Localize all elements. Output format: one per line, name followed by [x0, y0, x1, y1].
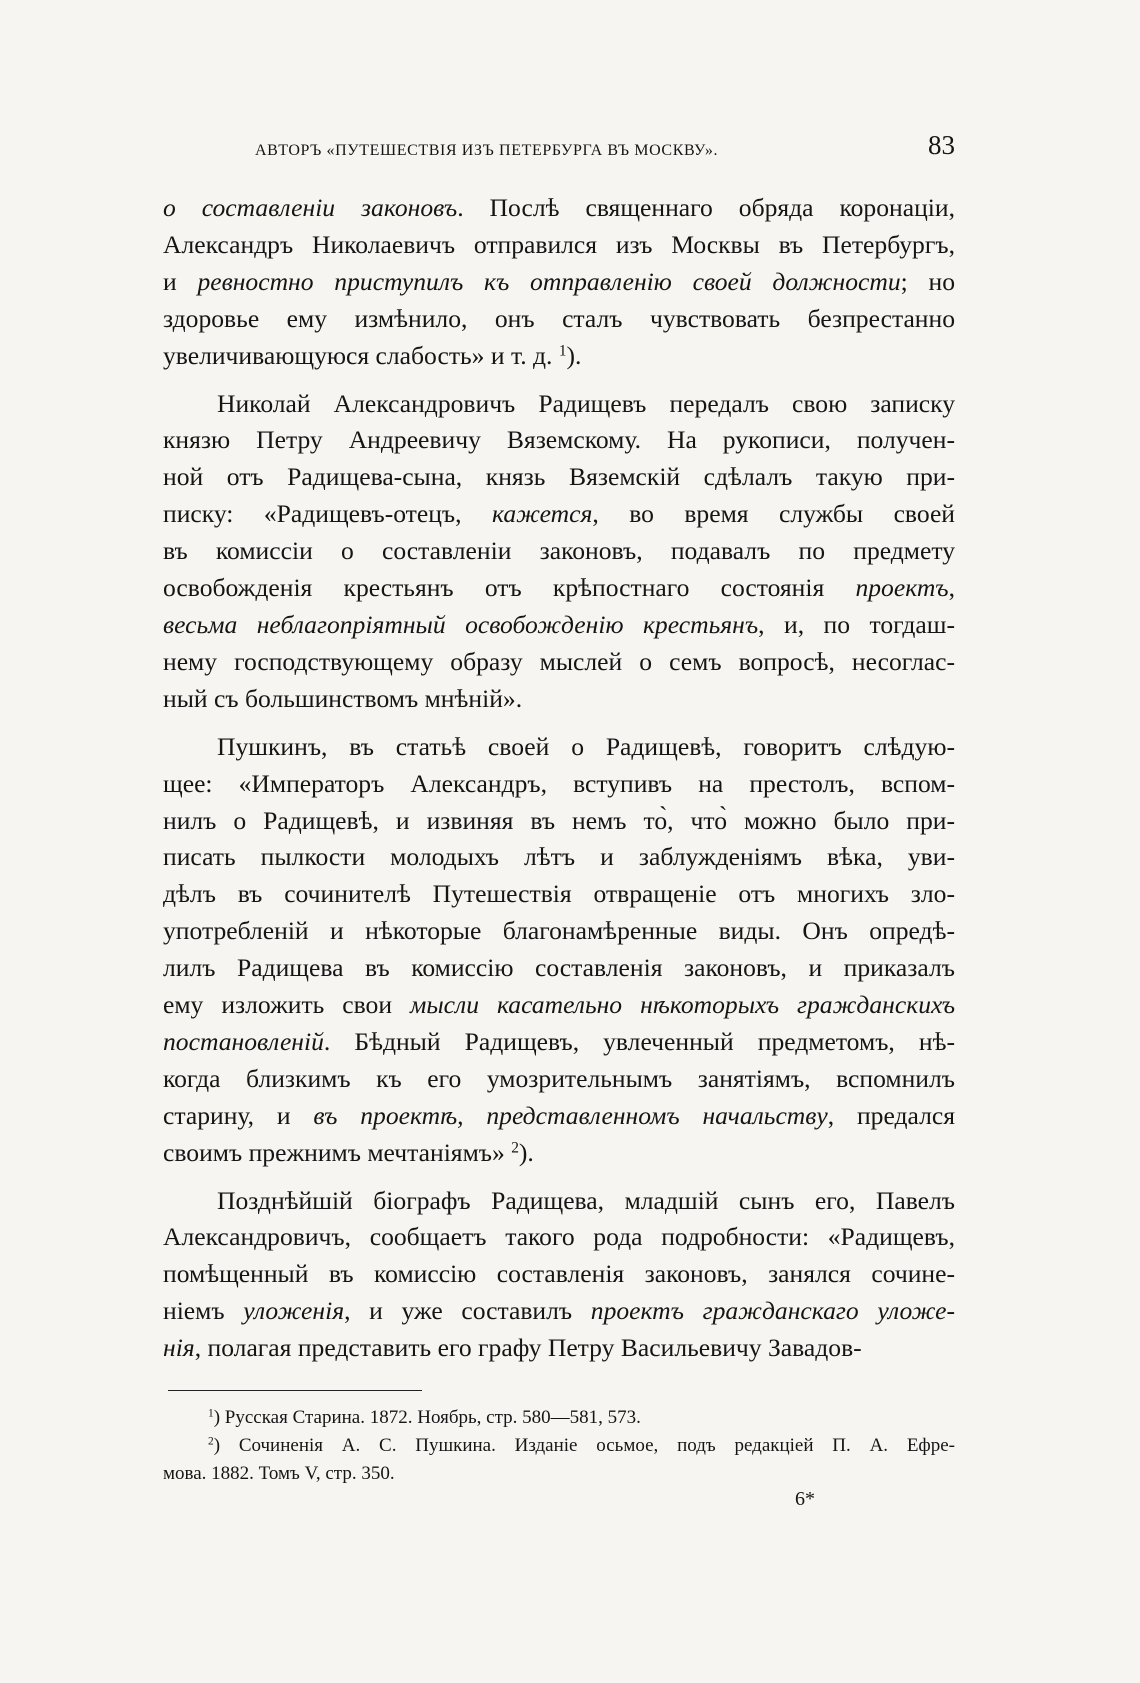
text-line: увеличивающуюся слабость» и т. д. $^1$).: [163, 340, 582, 370]
text-line: и ревностно приступилъ къ отправленію своей должности; но: [163, 266, 955, 296]
paragraph-gap: [163, 375, 955, 386]
text-line: весьма неблагопріятный освобожденію крестьянъ, и, по тогдаш-: [163, 609, 955, 639]
footnote-line: мова. 1882. Томъ V, стр. 350.: [163, 1463, 395, 1484]
text-line: князю Петру Андреевичу Вяземскому. На рукописи, получен-: [163, 425, 955, 455]
signature-mark: 6*: [795, 1488, 815, 1510]
text-line: освобожденія крестьянъ отъ крѣпостнаго состоянія проектъ,: [163, 573, 955, 603]
paragraph: [163, 190, 955, 375]
text-line: писать пылкости молодыхъ лѣтъ и заблужденіямъ вѣка, уви-: [163, 842, 955, 872]
paragraph: [163, 386, 955, 718]
text-line: старину, и въ проектѣ, представленномъ начальству, предался: [163, 1100, 955, 1130]
text-line: дѣлъ въ сочинителѣ Путешествія отвращеніе отъ многихъ зло-: [163, 879, 955, 909]
text-line: Александровичъ, сообщаетъ такого рода подробности: «Радищевъ,: [163, 1222, 955, 1252]
text-line: щее: «Императоръ Александръ, вступивъ на престолъ, вспом-: [163, 768, 955, 798]
paragraph: [163, 729, 955, 1172]
text-line: употребленій и нѣкоторые благонамѣренные виды. Онъ опредѣ-: [163, 916, 955, 946]
text-line: ный съ большинствомъ мнѣній».: [163, 683, 523, 713]
text-line: лилъ Радищева въ комиссію составленія законовъ, и приказалъ: [163, 953, 955, 983]
text-line: помѣщенный въ комиссію составленія законовъ, занялся сочине-: [163, 1259, 955, 1289]
body-text: [163, 190, 955, 1367]
paragraph: [163, 1183, 955, 1368]
text-line: Николай Александровичъ Радищевъ передалъ свою записку: [217, 388, 955, 418]
page-header: [255, 130, 955, 170]
footnotes: [163, 1404, 955, 1488]
text-line: въ комиссіи о составленіи законовъ, подавалъ по предмету: [163, 536, 955, 566]
text-line: ему изложить свои мысли касательно нѣкоторыхъ гражданскихъ: [163, 990, 955, 1020]
text-line: ніемъ уложенія, и уже составилъ проектъ гражданскаго уложе-: [163, 1296, 955, 1326]
page-number: 83: [928, 130, 955, 160]
text-line: Позднѣйшій біографъ Радищева, младшій сынъ его, Павелъ: [217, 1185, 955, 1215]
footnote-divider: [168, 1390, 422, 1391]
text-line: своимъ прежнимъ мечтаніямъ» $^2$).: [163, 1137, 534, 1167]
text-line: писку: «Радищевъ-отецъ, кажется, во время службы своей: [163, 499, 956, 529]
paragraph-gap: [163, 1172, 955, 1183]
text-line: нія, полагая представить его графу Петру Васильевичу Завадов-: [163, 1333, 862, 1363]
text-line: ной отъ Радищева-сына, князь Вяземскій сдѣлалъ такую при-: [163, 462, 955, 492]
footnote-line: $^1$) Русская Старина. 1872. Ноябрь, стр. 580—581, 573.: [208, 1407, 641, 1428]
text-line: о составленіи законовъ. Послѣ священнаго обряда коронаціи,: [163, 193, 955, 222]
text-line: постановленій. Бѣдный Радищевъ, увлеченный предметомъ, нѣ-: [163, 1026, 955, 1056]
text-line: нему господствующему образу мыслей о семъ вопросѣ, несоглас-: [163, 646, 955, 676]
text-line: Пушкинъ, въ статьѣ своей о Радищевѣ, говоритъ слѣдую-: [217, 731, 955, 761]
paragraph-gap: [163, 718, 955, 729]
text-line: когда близкимъ къ его умозрительнымъ занятіямъ, вспомнилъ: [163, 1063, 955, 1093]
text-line: здоровье ему измѣнило, онъ сталъ чувствовать безпрестанно: [163, 303, 955, 333]
running-title: АВТОРЪ «ПУТЕШЕСТВІЯ ИЗЪ ПЕТЕРБУРГА ВЪ МОСКВУ».: [255, 142, 719, 159]
text-line: нилъ о Радищевѣ, и извиняя въ немъ то̀, что̀ можно было при-: [163, 805, 955, 835]
footnote-line: $^2$) Сочиненія А. С. Пушкина. Изданіе осьмое, подъ редакціей П. А. Ефре-: [208, 1435, 955, 1456]
text-line: Александръ Николаевичъ отправился изъ Москвы въ Петербургъ,: [163, 229, 955, 259]
